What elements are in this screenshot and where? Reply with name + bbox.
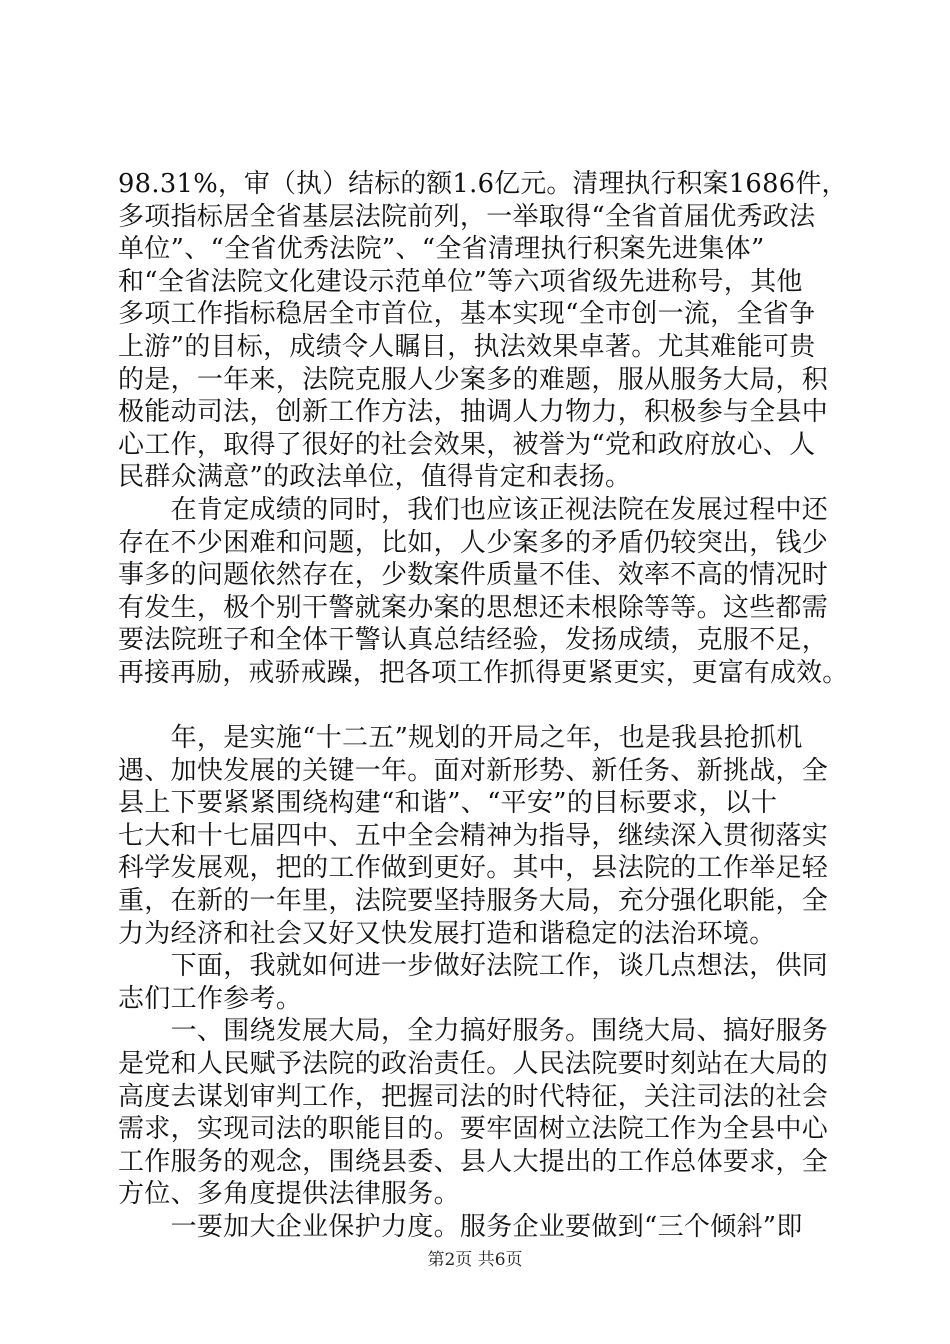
text-line: 在肯定成绩的同时，我们也应该正视法院在发展过程中还 [118,494,829,525]
text-line: 单位”、“全省优秀法院”、“全省清理执行积案先进集体” [118,234,765,265]
text-line: 高度去谋划审判工作，把握司法的时代特征，关注司法的社会 [118,1081,829,1112]
text-line: 事多的问题依然存在，少数案件质量不佳、效率不高的情况时 [118,560,829,591]
text-line: 和“全省法院文化建设示范单位”等六项省级先进称号，其他 [118,266,803,297]
text-line: 工作服务的观念，围绕县委、县人大提出的工作总体要求，全 [118,1146,829,1177]
text-line: 有发生，极个别干警就案办案的思想还未根除等等。这些都需 [118,592,829,623]
text-line: 98.31%，审（执）结标的额1.6亿元。清理执行积案1686件， [118,169,848,199]
text-line: 一要加大企业保护力度。服务企业要做到“三个倾斜”即 [118,1212,803,1242]
text-line: 民群众满意”的政法单位，值得肯定和表扬。 [118,462,632,493]
text-line: 极能动司法，创新工作方法，抽调人力物力，积极参与全县中 [118,397,829,428]
page-indicator: 第2页 共6页 [427,1250,523,1270]
document-body [118,168,848,1244]
text-line: 存在不少困难和问题，比如，人少案多的矛盾仍较突出，钱少 [118,527,829,558]
blank-line [118,690,848,723]
text-line: 重，在新的一年里，法院要坚持服务大局，充分强化职能，全 [118,886,829,917]
text-line: 的是，一年来，法院克服人少案多的难题，服从服务大局，积 [118,364,829,395]
text-line: 七大和十七届四中、五中全会精神为指导，继续深入贯彻落实 [118,820,829,851]
text-line: 遇、加快发展的关键一年。面对新形势、新任务、新挑战，全 [118,755,829,786]
text-line: 下面，我就如何进一步做好法院工作，谈几点想法，供同 [118,951,829,982]
text-line: 再接再励，戒骄戒躁，把各项工作抓得更紧更实，更富有成效。 [118,657,849,688]
text-line: 多项指标居全省基层法院前列，一举取得“全省首届优秀政法 [118,201,816,232]
text-line: 上游”的目标，成绩令人瞩目，执法效果卓著。尤其难能可贵 [118,331,816,362]
text-line: 方位、多角度提供法律服务。 [118,1179,460,1210]
text-line: 年，是实施“十二五”规划的开局之年，也是我县抢抓机 [118,723,803,754]
page-footer [0,1245,950,1270]
text-line: 力为经济和社会又好又快发展打造和谐稳定的法治环境。 [118,918,776,949]
text-line: 科学发展观，把的工作做到更好。其中，县法院的工作举足轻 [118,853,829,884]
text-line: 县上下要紧紧围绕构建“和谐”、“平安”的目标要求，以十 [118,788,778,819]
text-line: 一、围绕发展大局，全力搞好服务。围绕大局、搞好服务 [118,1016,829,1047]
text-line: 心工作，取得了很好的社会效果，被誉为“党和政府放心、人 [118,429,816,460]
text-line: 志们工作参考。 [118,983,303,1014]
text-line: 是党和人民赋予法院的政治责任。人民法院要时刻站在大局的 [118,1049,829,1080]
text-line: 需求，实现司法的职能目的。要牢固树立法院工作为全县中心 [118,1114,829,1145]
text-line: 多项工作指标稳居全市首位，基本实现“全市创一流，全省争 [118,299,816,330]
text-line: 要法院班子和全体干警认真总结经验，发扬成绩，克服不足， [118,625,829,656]
